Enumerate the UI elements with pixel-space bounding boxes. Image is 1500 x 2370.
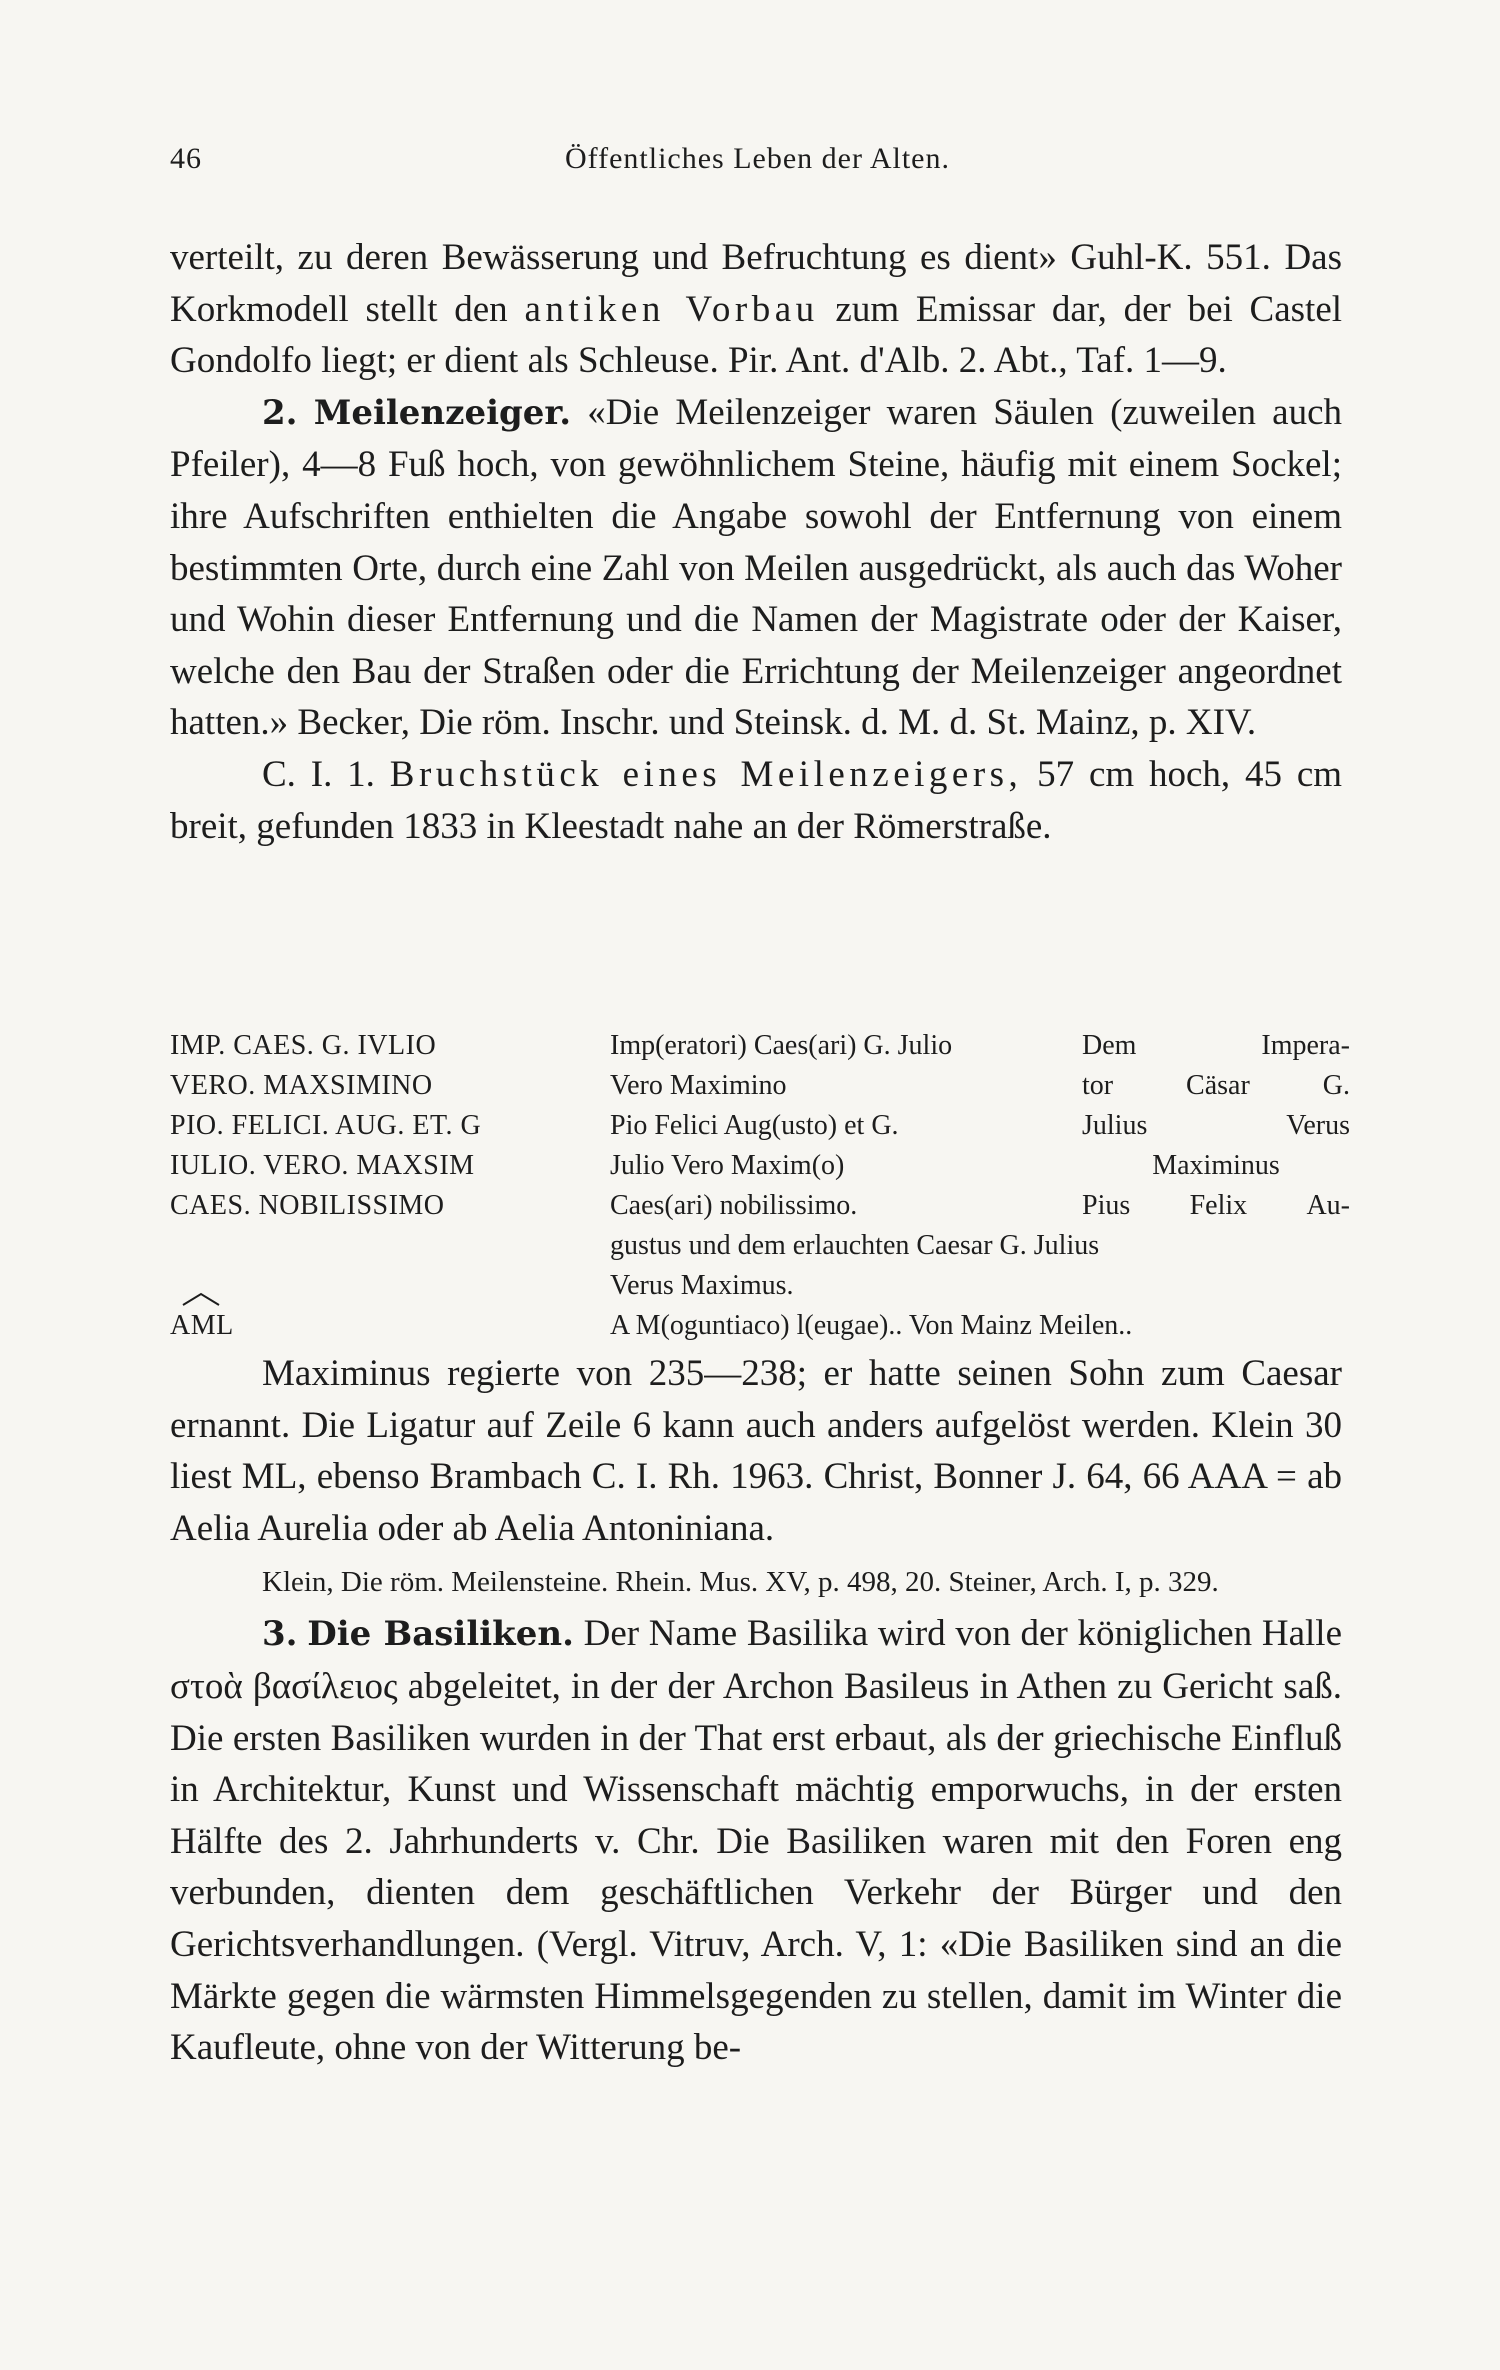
expansion-line: Imp(eratori) Caes(ari) G. Julio xyxy=(610,1030,953,1061)
expansion-line: Julio Vero Maxim(o) xyxy=(610,1150,845,1181)
text-block-bottom xyxy=(170,1348,1342,2074)
section-heading: Die Basiliken. xyxy=(307,1614,574,1655)
translation-line: Maximinus xyxy=(1152,1150,1280,1181)
paragraph-maximinus: Maximinus regierte von 235—238; er hatte seinen Sohn zum Caesar ernannt. Die Ligatur auf Zeile 6 kann auch anders aufgelöst werden. Klein 30 liest ML, ebenso Brambach C. I. Rh. 1963. Christ, Bonner J. 64, 66 AAA = ab Aelia Aurelia oder ab Aelia Antoniniana. xyxy=(170,1353,1342,1549)
inscription-line: CAES. NOBILISSIMO xyxy=(170,1190,445,1221)
translation-line: tor Cäsar G. xyxy=(1082,1070,1350,1101)
inscription-line: IMP. CAES. G. IVLIO xyxy=(170,1030,437,1061)
expansion-line: gustus und dem erlauchten Caesar G. Julius xyxy=(610,1230,1100,1261)
section-text: Der Name Basilika wird von der königlichen Halle στοὰ βασίλειος abgeleitet, in der der Archon Basileus in Athen zu Gericht saß. Die ersten Basiliken wurden in der That erst erbaut, als der griechische Einfluß in Architektur, Kunst und Wissenschaft mächtig emporwuchs, in der ersten Hälfte des 2. Jahrhunderts v. Chr. Die Basiliken waren mit den Foren eng verbunden, dienten dem geschäftlichen Verkehr der Bürger und den Gerichtsverhandlungen. (Vergl. Vitruv, Arch. V, 1: «Die Basiliken sind an die Märkte gegen die wärmsten Himmelsgegenden zu stellen, damit im Winter die Kaufleute, ohne von der Witterung be- xyxy=(170,1613,1342,2069)
paragraph-ci: C. I. 1. Bruchstück eines Meilenzeigers, 57 cm hoch, 45 cm breit, gefunden 1833 in Kleestadt nahe an der Römerstraße. xyxy=(170,753,1343,847)
running-title: Öffentliches Leben der Alten. xyxy=(565,142,950,175)
inscription-line: AML xyxy=(170,1310,234,1341)
reference-note: Klein, Die röm. Meilensteine. Rhein. Mus. XV, p. 498, 20. Steiner, Arch. I, p. 329. xyxy=(262,1566,1219,1599)
inscription-line: IULIO. VERO. MAXSIM xyxy=(170,1150,475,1181)
translation-line: Dem Impera- xyxy=(1082,1030,1350,1061)
section-meilenzeiger xyxy=(170,387,1342,749)
expansion-line: Vero Maximino xyxy=(610,1070,787,1101)
running-header xyxy=(170,142,1345,182)
inscription-line: PIO. FELICI. AUG. ET. G xyxy=(170,1110,482,1141)
section-text: «Die Meilenzeiger waren Säulen (zuweilen auch Pfeiler), 4—8 Fuß hoch, von gewöhnlichem Steine, häufig mit einem Sockel; ihre Aufschriften enthielten die Angabe sowohl der Entfernung von einem bestimmten Orte, durch eine Zahl von Meilen ausgedrückt, als auch das Woher und Wohin dieser Entfernung und die Namen der Magistrate oder der Kaiser, welche den Bau der Straßen oder die Errichtung der Meilenzeiger angeordnet hatten.» Becker, Die röm. Inschr. und Steinsk. d. M. d. St. Mainz, p. XIV. xyxy=(170,391,1343,744)
text-block-top xyxy=(170,232,1342,852)
section-number: 2. xyxy=(262,392,298,433)
ligature-mark-icon xyxy=(182,1292,220,1306)
inscription-line: VERO. MAXSIMINO xyxy=(170,1070,433,1101)
expansion-line: Verus Maximus. xyxy=(610,1270,794,1301)
expansion-line: Pio Felici Aug(usto) et G. xyxy=(610,1110,899,1141)
section-number: 3. xyxy=(262,1614,298,1655)
translation-line: Pius Felix Au- xyxy=(1082,1190,1350,1221)
spaced-phrase: Bruchstück eines Meilenzeigers, xyxy=(389,753,1023,795)
section-basiliken xyxy=(170,1608,1342,2073)
section-heading: Meilenzeiger. xyxy=(313,392,572,433)
expansion-line: Caes(ari) nobilissimo. xyxy=(610,1190,858,1221)
expansion-line: A M(oguntiaco) l(eugae).. Von Mainz Meilen.. xyxy=(610,1310,1133,1341)
translation-line: Julius Verus xyxy=(1082,1110,1350,1141)
paragraph-continuation: verteilt, zu deren Bewässerung und Befruchtung es dient» Guhl-K. 551. Das Korkmodell stellt den antiken Vorbau zum Emissar dar, der bei Castel Gondolfo liegt; er dient als Schleuse. Pir. Ant. d'Alb. 2. Abt., Taf. 1—9. xyxy=(170,237,1343,382)
page-number: 46 xyxy=(170,142,202,175)
spaced-phrase: antiken Vorbau xyxy=(524,288,819,330)
